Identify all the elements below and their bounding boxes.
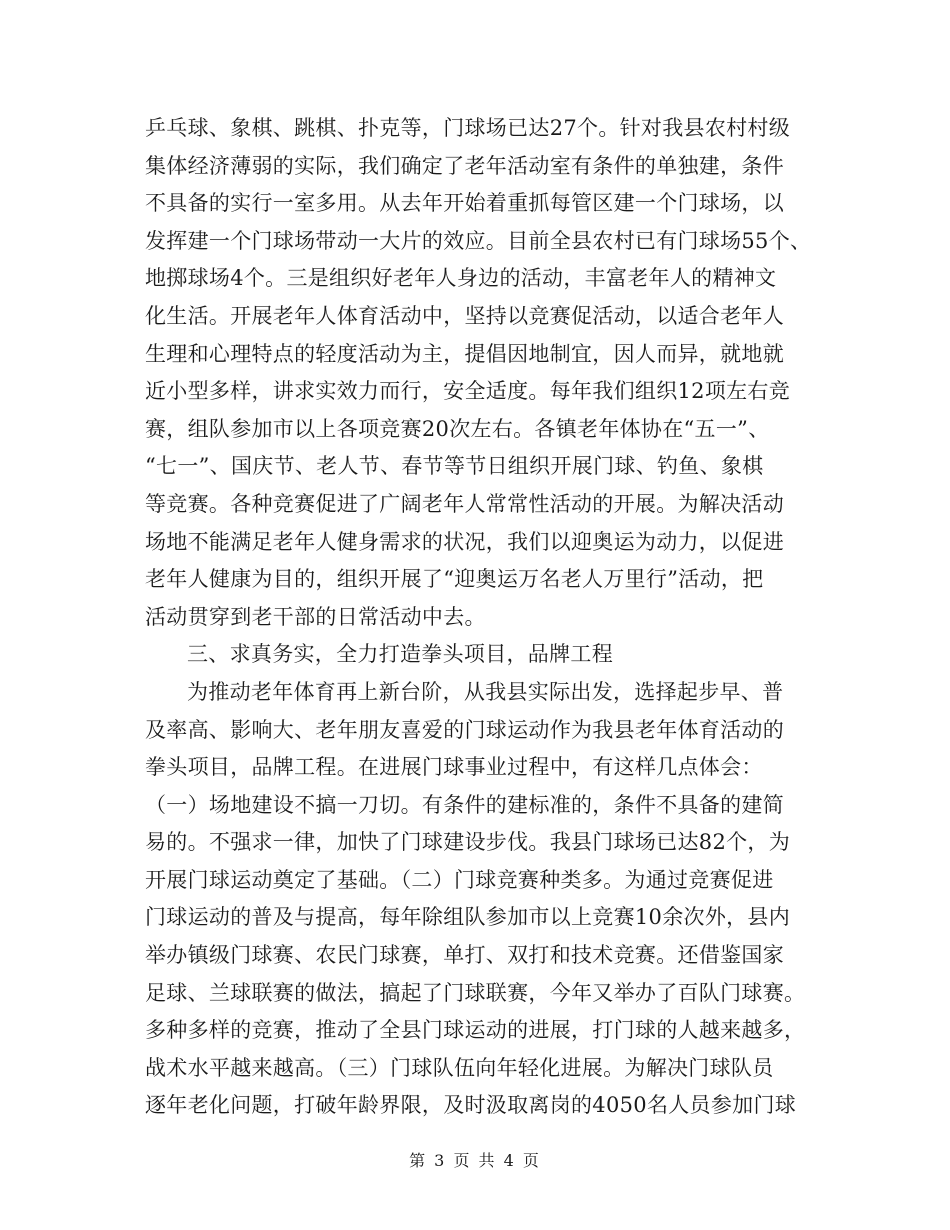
- text-line: 活动贯穿到老干部的日常活动中去。: [145, 604, 486, 629]
- text-line: 易的。不强求一律，加快了门球建设步伐。我县门球场已达82个，为: [145, 830, 791, 855]
- text-line: 化生活。开展老年人体育活动中，坚持以竞赛促活动，以适合老年人: [145, 303, 784, 328]
- text-line: 足球、兰球联赛的做法，搞起了门球联赛，今年又举办了百队门球赛。: [145, 980, 806, 1005]
- text-line: 不具备的实行一室多用。从去年开始着重抓每管区建一个门球场，以: [145, 191, 784, 216]
- text-line: 发挥建一个门球场带动一大片的效应。目前全县农村已有门球场55个、: [145, 228, 812, 253]
- page-number-footer: 第 3 页 共 4 页: [409, 1151, 541, 1170]
- text-line: 举办镇级门球赛、农民门球赛，单打、双打和技术竞赛。还借鉴国家: [145, 943, 784, 968]
- text-line: 等竞赛。各种竞赛促进了广阔老年人常常性活动的开展。为解决活动: [145, 491, 784, 516]
- document-body: [145, 110, 815, 1125]
- text-line: 集体经济薄弱的实际，我们确定了老年活动室有条件的单独建，条件: [145, 153, 784, 178]
- text-line: 赛，组队参加市以上各项竞赛20次左右。各镇老年体协在“五一”、: [145, 416, 770, 441]
- text-line: 门球运动的普及与提高，每年除组队参加市以上竞赛10余次外，县内: [145, 905, 791, 930]
- text-line: 为推动老年体育再上新台阶，从我县实际出发，选择起步早、普: [187, 679, 784, 704]
- text-line: 多种多样的竞赛，推动了全县门球运动的进展，打门球的人越来越多，: [145, 1018, 806, 1043]
- text-line: 乒乓球、象棋、跳棋、扑克等，门球场已达27个。针对我县农村村级: [145, 116, 791, 140]
- text-line: 老年人健康为目的，组织开展了“迎奥运万名老人万里行”活动，把: [145, 567, 764, 592]
- text-line: 拳头项目，品牌工程。在进展门球事业过程中，有这样几点体会：: [145, 755, 763, 780]
- text-line: 开展门球运动奠定了基础。（二）门球竞赛种类多。为通过竞赛促进: [145, 867, 774, 892]
- text-line: 战术水平越来越高。（三）门球队伍向年轻化进展。为解决门球队员: [145, 1055, 774, 1080]
- text-line: 地掷球场4个。三是组织好老年人身边的活动，丰富老年人的精神文: [145, 266, 777, 291]
- text-line: “七一”、国庆节、老人节、春节等节日组织开展门球、钓鱼、象棋: [145, 454, 764, 479]
- text-line: 逐年老化问题，打破年龄界限，及时汲取离岗的4050名人员参加门球: [145, 1093, 797, 1118]
- text-line: 生理和心理特点的轻度活动为主，提倡因地制宜，因人而异，就地就: [145, 341, 784, 366]
- text-line: 及率高、影响大、老年朋友喜爱的门球运动作为我县老年体育活动的: [145, 717, 784, 742]
- text-line: 近小型多样，讲求实效力而行，安全适度。每年我们组织12项左右竞: [145, 379, 791, 404]
- text-line: 场地不能满足老年人健身需求的状况，我们以迎奥运为动力，以促进: [145, 529, 784, 554]
- text-line: （一）场地建设不搞一刀切。有条件的建标准的，条件不具备的建简: [145, 792, 784, 817]
- section-heading: 三、求真务实，全力打造拳头项目，品牌工程: [187, 642, 613, 667]
